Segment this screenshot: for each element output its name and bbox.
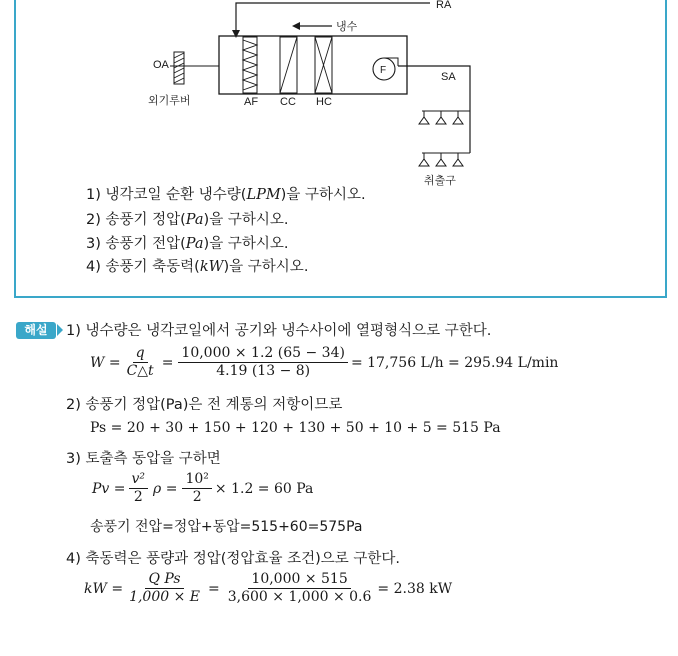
louver-label: 외기루버 bbox=[148, 95, 191, 107]
fan-label: F bbox=[380, 65, 387, 76]
total-pressure-line: 송풍기 전압=정압+동압=515+60=575Pa bbox=[90, 519, 363, 535]
equation-2: Ps = 20 + 30 + 150 + 120 + 130 + 50 + 10 + 5 = 515 Pa bbox=[90, 420, 501, 436]
ra-duct-line bbox=[236, 3, 430, 36]
equation-1: W = $\frac{q}{C\triangle t}$ = $\frac{10,000 \times 1.2 (65 - 34)}{4.19 (13 - 8)}$ = 17,756 L/h = 295.94 L/min bbox=[90, 345, 559, 380]
equation-4: kW = $\frac{\text{Q Ps}}{1,000 \times E}$ = $\frac{10,000 \times 515}{3,600 \times 1,000 \times 0.6}$ = 2.38 kW bbox=[84, 571, 453, 606]
eq3-result: × 1.2 = 60 Pa bbox=[214, 480, 314, 497]
ra-arrow-head bbox=[232, 30, 240, 38]
outlet-label: 취출구 bbox=[424, 175, 456, 187]
eq1-lhs: W = bbox=[90, 354, 121, 371]
question-2: 2) 송풍기 정압(Pa)을 구하시오. bbox=[86, 212, 289, 228]
air-filter-zigzag bbox=[243, 40, 257, 90]
solution-step-2: 2) 송풍기 정압(Pa)은 전 계통의 저항이므로 bbox=[66, 397, 343, 413]
solution-step-1: 1) 냉수량은 냉각코일에서 공기와 냉수사이에 열평형식으로 구한다. bbox=[66, 323, 492, 339]
solution-badge: 해설 bbox=[16, 322, 56, 339]
eq4-result: = 2.38 kW bbox=[377, 580, 453, 597]
cc-label: CC bbox=[280, 96, 296, 108]
chilled-water-label: 냉수 bbox=[336, 21, 358, 33]
outlet-group-1 bbox=[419, 111, 463, 124]
hc-label: HC bbox=[316, 96, 332, 108]
question-4: 4) 송풍기 축동력(kW)을 구하시오. bbox=[86, 259, 309, 275]
sa-label: SA bbox=[441, 71, 456, 83]
af-label: AF bbox=[244, 96, 259, 108]
ahu-casing bbox=[219, 36, 407, 94]
ra-label: RA bbox=[436, 0, 452, 11]
badge-arrow-icon bbox=[57, 324, 63, 336]
solution-step-4: 4) 축동력은 풍량과 정압(정압효율 조건)으로 구한다. bbox=[66, 551, 400, 567]
oa-label: OA bbox=[153, 59, 169, 71]
outside-air-louver bbox=[174, 52, 184, 84]
sa-duct-line bbox=[398, 66, 470, 153]
eq4-fraction-2: $\frac{10,000 \times 515}{3,600 \times 1,000 \times 0.6}$ bbox=[227, 571, 372, 606]
eq1-result: = 17,756 L/h = 295.94 L/min bbox=[350, 354, 559, 371]
eq1-fraction-2: $\frac{10,000 \times 1.2 (65 - 34)}{4.19 (13 - 8)}$ bbox=[178, 346, 348, 380]
outlet-group-2 bbox=[419, 153, 463, 166]
eq3-fraction-1: $\frac{\text{v²}}{2}$ bbox=[129, 472, 149, 506]
equation-3: Pv = $\frac{\text{v²}}{2}$ ρ = $\frac{\text{10²}}{2}$ × 1.2 = 60 Pa bbox=[92, 471, 314, 506]
chilled-water-arrow-head bbox=[292, 22, 300, 30]
eq3-fraction-2: $\frac{\text{10²}}{2}$ bbox=[182, 472, 211, 506]
question-1: 1) 냉각코일 순환 냉수량(LPM)을 구하시오. bbox=[86, 187, 366, 203]
eq4-fraction-1: $\frac{\text{Q Ps}}{1,000 \times E}$ bbox=[129, 571, 200, 606]
ahu-system-diagram bbox=[0, 0, 678, 200]
question-3: 3) 송풍기 전압(Pa)을 구하시오. bbox=[86, 236, 289, 252]
eq1-fraction-1: $\frac{q}{C\triangle t}$ bbox=[126, 345, 154, 380]
solution-step-3: 3) 토출측 동압을 구하면 bbox=[66, 451, 221, 467]
